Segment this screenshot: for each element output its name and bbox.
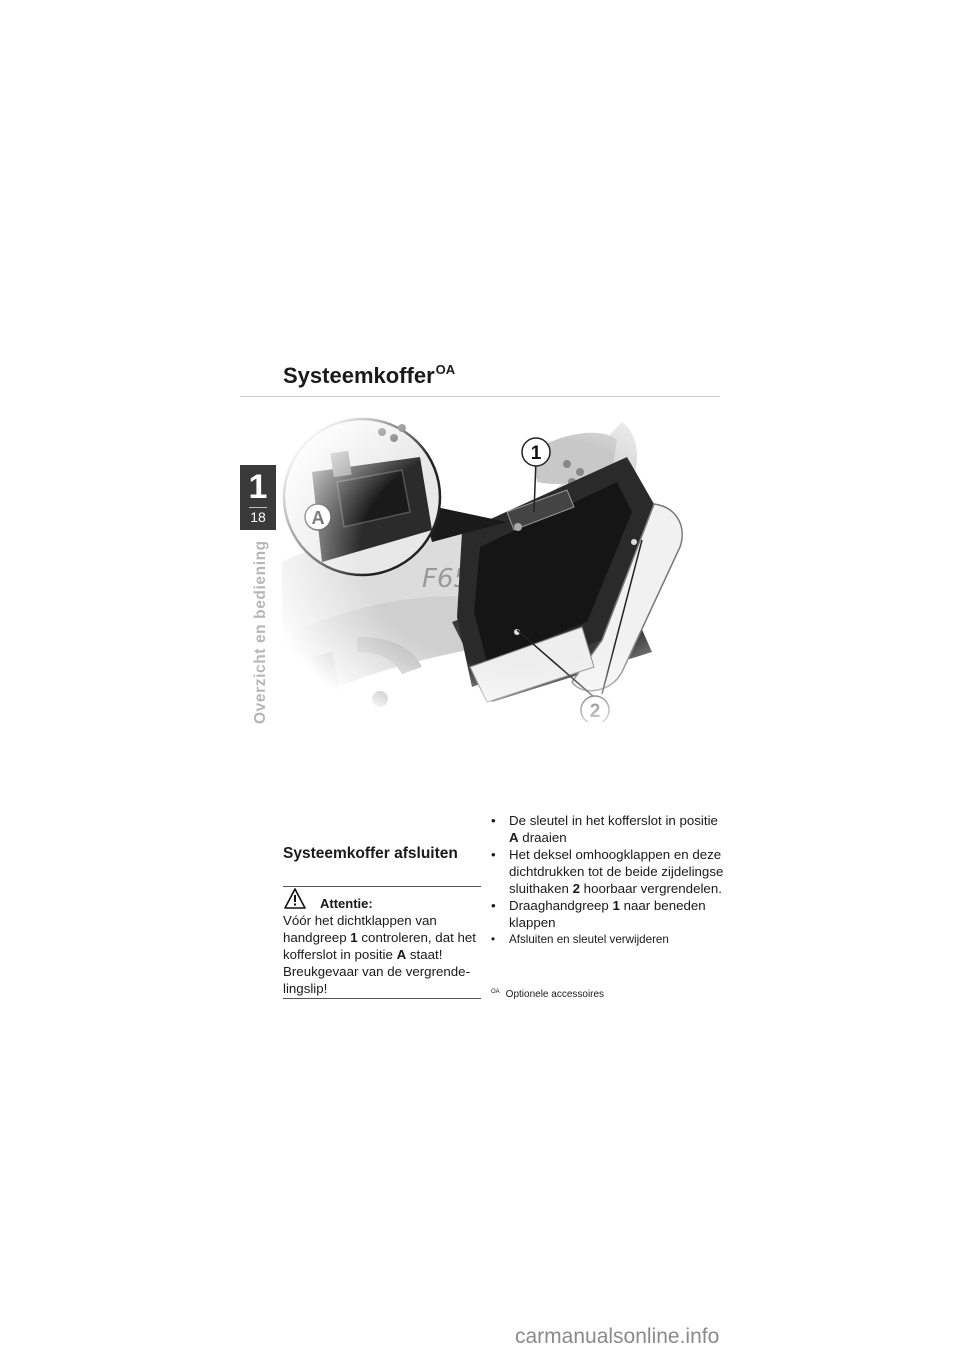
section-subtitle: Systeemkoffer afsluiten (283, 845, 458, 862)
chapter-side-title: Overzicht en bediening (252, 540, 269, 724)
title-divider (240, 396, 720, 397)
title-superscript: OA (435, 362, 456, 377)
list-item: • Het deksel omhoogklappen en deze dichtdrukken tot de beide zijdelingse sluithaken 2 hoorbaar vergrendelen. (491, 846, 731, 897)
warning-label: Attentie: (320, 896, 373, 911)
case-illustration (282, 412, 720, 722)
warning-rule-bottom (283, 998, 481, 999)
chapter-number: 1 (248, 468, 268, 506)
watermark-link[interactable]: carmanualsonline.info (515, 1325, 720, 1348)
footnote-text: Optionele accessoires (505, 989, 605, 1000)
page-title (283, 362, 455, 389)
list-item: • De sleutel in het kofferslot in positie A draaien (491, 812, 731, 846)
warning-text: Vóór het dichtklappen van handgreep 1 controleren, dat het kofferslot in positie A staat! Breukgevaar van de vergrende-lingslip! (283, 913, 476, 996)
footnote-mark: OA (491, 989, 500, 995)
warning-icon (283, 887, 313, 909)
list-item: • Afsluiten en sleutel verwijderen (491, 931, 731, 948)
steps-list (491, 812, 731, 948)
page-title-text: Systeemkoffer (283, 363, 435, 388)
footnote (491, 989, 604, 1000)
list-item: • Draaghandgreep 1 naar beneden klappen (491, 897, 731, 931)
page-number: 18 (250, 509, 266, 525)
